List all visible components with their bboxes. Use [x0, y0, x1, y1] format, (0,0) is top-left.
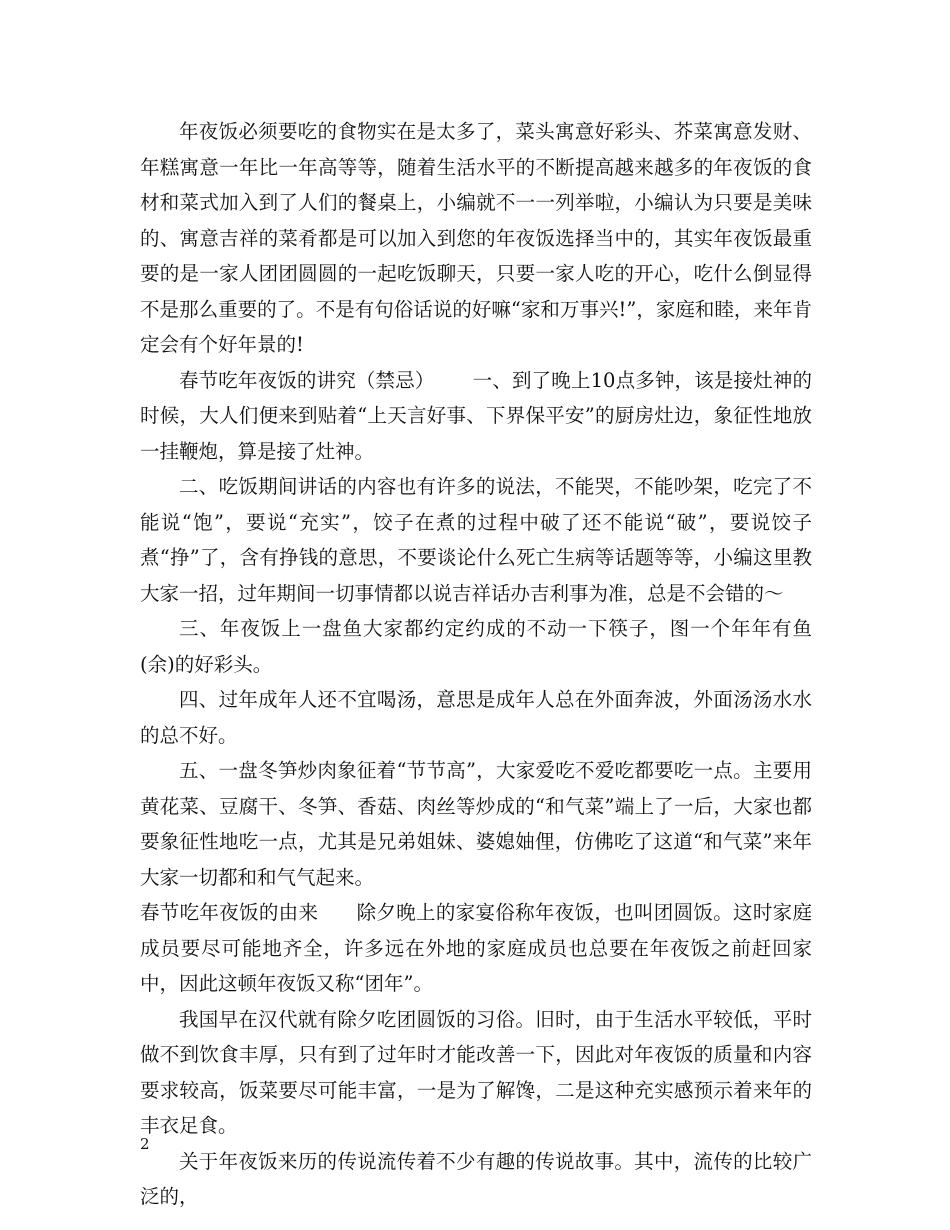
customs-item-5: 五、一盘冬笋炒肉象征着“节节高”，大家爱吃不爱吃都要吃一点。主要用黄花菜、豆腐干、冬笋、香菇、肉丝等炒成的“和气菜”端上了一后，大家也都要象征性地吃一点，尤其是兄弟姐妹、婆媳妯俚，仿佛吃了这道“和气菜”来年大家一切都和和气气起来。	[140, 759, 812, 889]
legend-paragraph: 关于年夜饭来历的传说流传着不少有趣的传说故事。其中，流传的比较广泛的，	[140, 1149, 812, 1208]
customs-item-1: 一、到了晚上10点多钟，该是接灶神的时候，大人们便来到贴着“上天言好事、下界保平安”的厨房灶边，象征性地放一挂鞭炮，算是接了灶神。	[140, 368, 812, 463]
intro-paragraph: 年夜饭必须要吃的食物实在是太多了，菜头寓意好彩头、芥菜寓意发财、年糕寓意一年比一年高等等，随着生活水平的不断提高越来越多的年夜饭的食材和菜式加入到了人们的餐桌上，小编就不一一列举啦，小编认为只要是美味的、寓意吉祥的菜肴都是可以加入到您的年夜饭选择当中的，其实年夜饭最重要的是一家人团团圆圆的一起吃饭聊天，只要一家人吃的开心，吃什么倒显得不是那么重要的了。不是有句俗话说的好嘛“家和万事兴!”，家庭和睦，来年肯定会有个好年景的!	[140, 120, 812, 356]
customs-item-3: 三、年夜饭上一盘鱼大家都约定约成的不动一下筷子，图一个年年有鱼(余)的好彩头。	[140, 617, 812, 676]
origin-section-paragraph	[140, 895, 812, 1002]
customs-section-paragraph	[140, 363, 812, 470]
page-number: 2	[140, 1135, 150, 1153]
document-body	[140, 114, 812, 1215]
origin-lead-text: 除夕晚上的家宴俗称年夜饭，也叫团圆饭。这时家庭成员要尽可能地齐全，许多远在外地的家庭成员也总要在年夜饭之前赶回家中，因此这顿年夜饭又称“团年”。	[140, 901, 812, 995]
customs-item-2: 二、吃饭期间讲话的内容也有许多的说法，不能哭，不能吵架，吃完了不能说“饱”，要说“充实”，饺子在煮的过程中破了还不能说“破”，要说饺子煮“挣”了，含有挣钱的意思，不要谈论什么死亡生病等话题等等，小编这里教大家一招，过年期间一切事情都以说吉祥话办吉利事为准，总是不会错的～	[140, 475, 812, 605]
customs-section-heading: 春节吃年夜饭的讲究（禁忌）	[179, 368, 435, 392]
customs-item-4: 四、过年成年人还不宜喝汤，意思是成年人总在外面奔波，外面汤汤水水的总不好。	[140, 688, 812, 747]
history-paragraph: 我国早在汉代就有除夕吃团圆饭的习俗。旧时，由于生活水平较低，平时做不到饮食丰厚，只有到了过年时才能改善一下，因此对年夜饭的质量和内容要求较高，饭菜要尽可能丰富，一是为了解馋，二是这种充实感预示着来年的丰衣足食。	[140, 1007, 812, 1137]
origin-section-heading: 春节吃年夜饭的由来	[140, 901, 319, 924]
